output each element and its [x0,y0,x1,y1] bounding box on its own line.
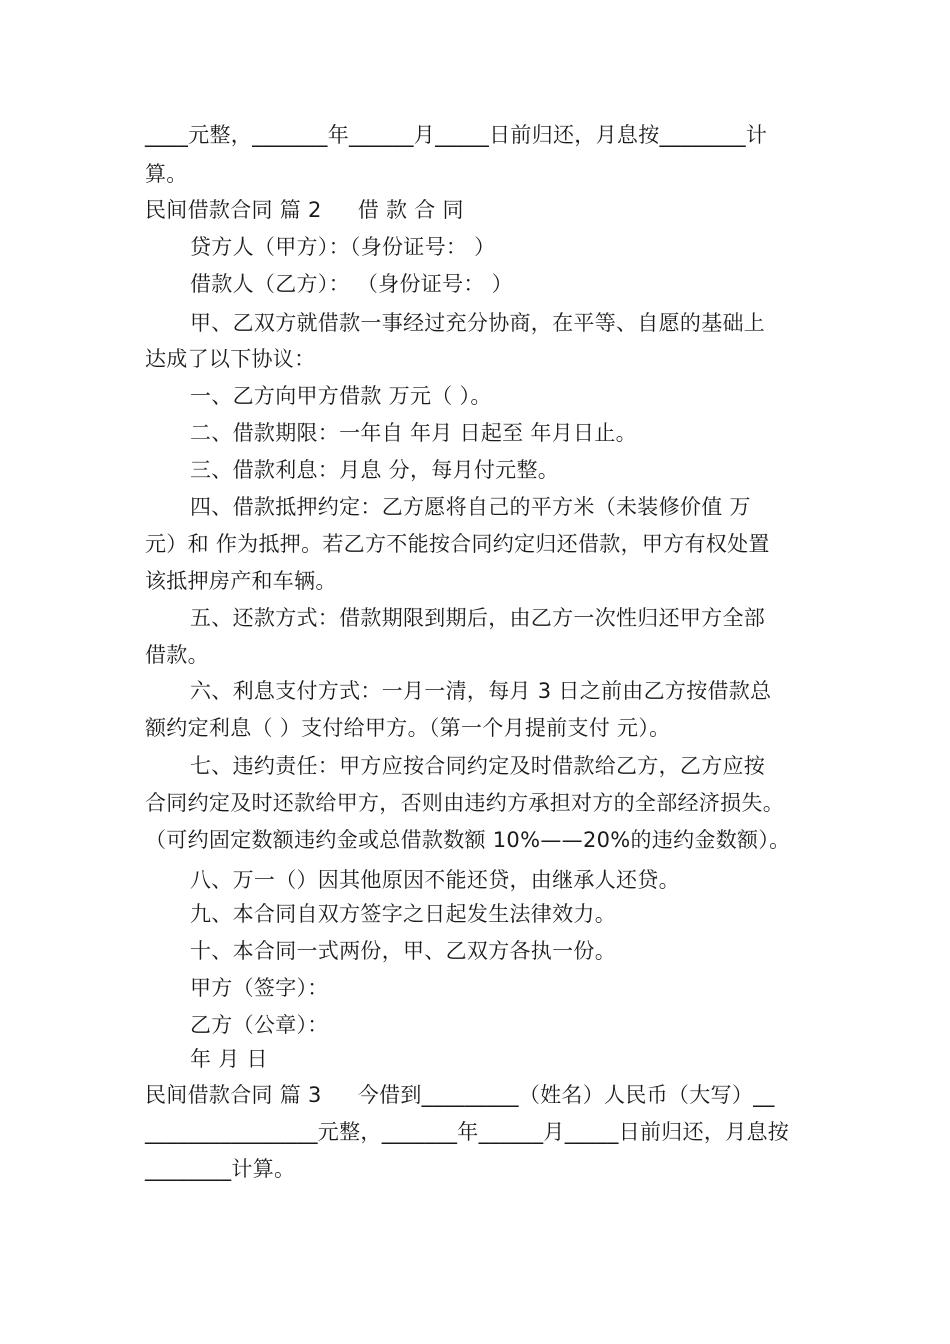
party-b-seal-line: 乙方（公章）： [190,1013,329,1037]
party-a-signature-line: 甲方（签字）： [190,976,329,1000]
clause-7-line1: 七、违约责任：甲方应按合同约定及时借款给乙方，乙方应按 [190,754,766,778]
clause-5-line2: 借款。 [145,643,209,667]
clause-3: 三、借款利息：月息 分，每月付元整。 [190,458,560,482]
section3-text-line3: ________计算。 [145,1157,296,1181]
lender-line: 贷方人（甲方）：（身份证号： ） [190,235,496,259]
section3-text-line1: 今借到_________（姓名）人民币（大写）__ [357,1083,775,1107]
borrower-line: 借款人（乙方）： （身份证号： ） [190,272,513,296]
clause-7-line2: 合同约定及时还款给甲方，否则由违约方承担对方的全部经济损失。 [145,791,784,815]
clause-9: 九、本合同自双方签字之日起发生法律效力。 [190,902,616,926]
section3-text-line2: ________________元整，_______年______月_____日前归还，月息按 [145,1120,790,1144]
clause-7-line3: （可约固定数额违约金或总借款数额 10%——20%的违约金数额）。 [145,828,791,852]
clause-1: 一、乙方向甲方借款 万元（ ）。 [190,384,492,408]
clause-8: 八、万一（）因其他原因不能还贷，由继承人还贷。 [190,868,680,892]
clause-6-line2: 额约定利息（ ）支付给甲方。（第一个月提前支付 元）。 [145,716,671,740]
section2-heading-row [145,196,815,224]
preamble-line1: 甲、乙双方就借款一事经过充分协商，在平等、自愿的基础上 [190,311,766,335]
clause-4-line2: 元）和 作为抵押。若乙方不能按合同约定归还借款，甲方有权处置 [145,532,770,556]
clause-5-line1: 五、还款方式：借款期限到期后，由乙方一次性归还甲方全部 [190,606,766,630]
clause-2: 二、借款期限：一年自 年月 日起至 年月日止。 [190,421,637,445]
section2-heading: 民间借款合同 篇 2 [145,198,322,222]
preamble-line2: 达成了以下协议： [145,347,316,371]
clause-4-line3: 该抵押房产和车辆。 [145,569,337,593]
section3-first-row [145,1081,815,1109]
clause-10: 十、本合同一式两份，甲、乙双方各执一份。 [190,939,616,963]
section1-tail-line2: 算。 [145,162,188,186]
section1-tail-line1: ____元整，_______年______月_____日前归还，月息按________计 [145,123,768,147]
section3-heading: 民间借款合同 篇 3 [145,1083,322,1107]
clause-4-line1: 四、借款抵押约定：乙方愿将自己的平方米（未装修价值 万 [190,495,751,519]
clause-6-line1: 六、利息支付方式：一月一清，每月 3 日之前由乙方按借款总 [190,679,772,703]
contract-title: 借 款 合 同 [357,198,464,222]
date-line: 年 月 日 [190,1047,268,1071]
